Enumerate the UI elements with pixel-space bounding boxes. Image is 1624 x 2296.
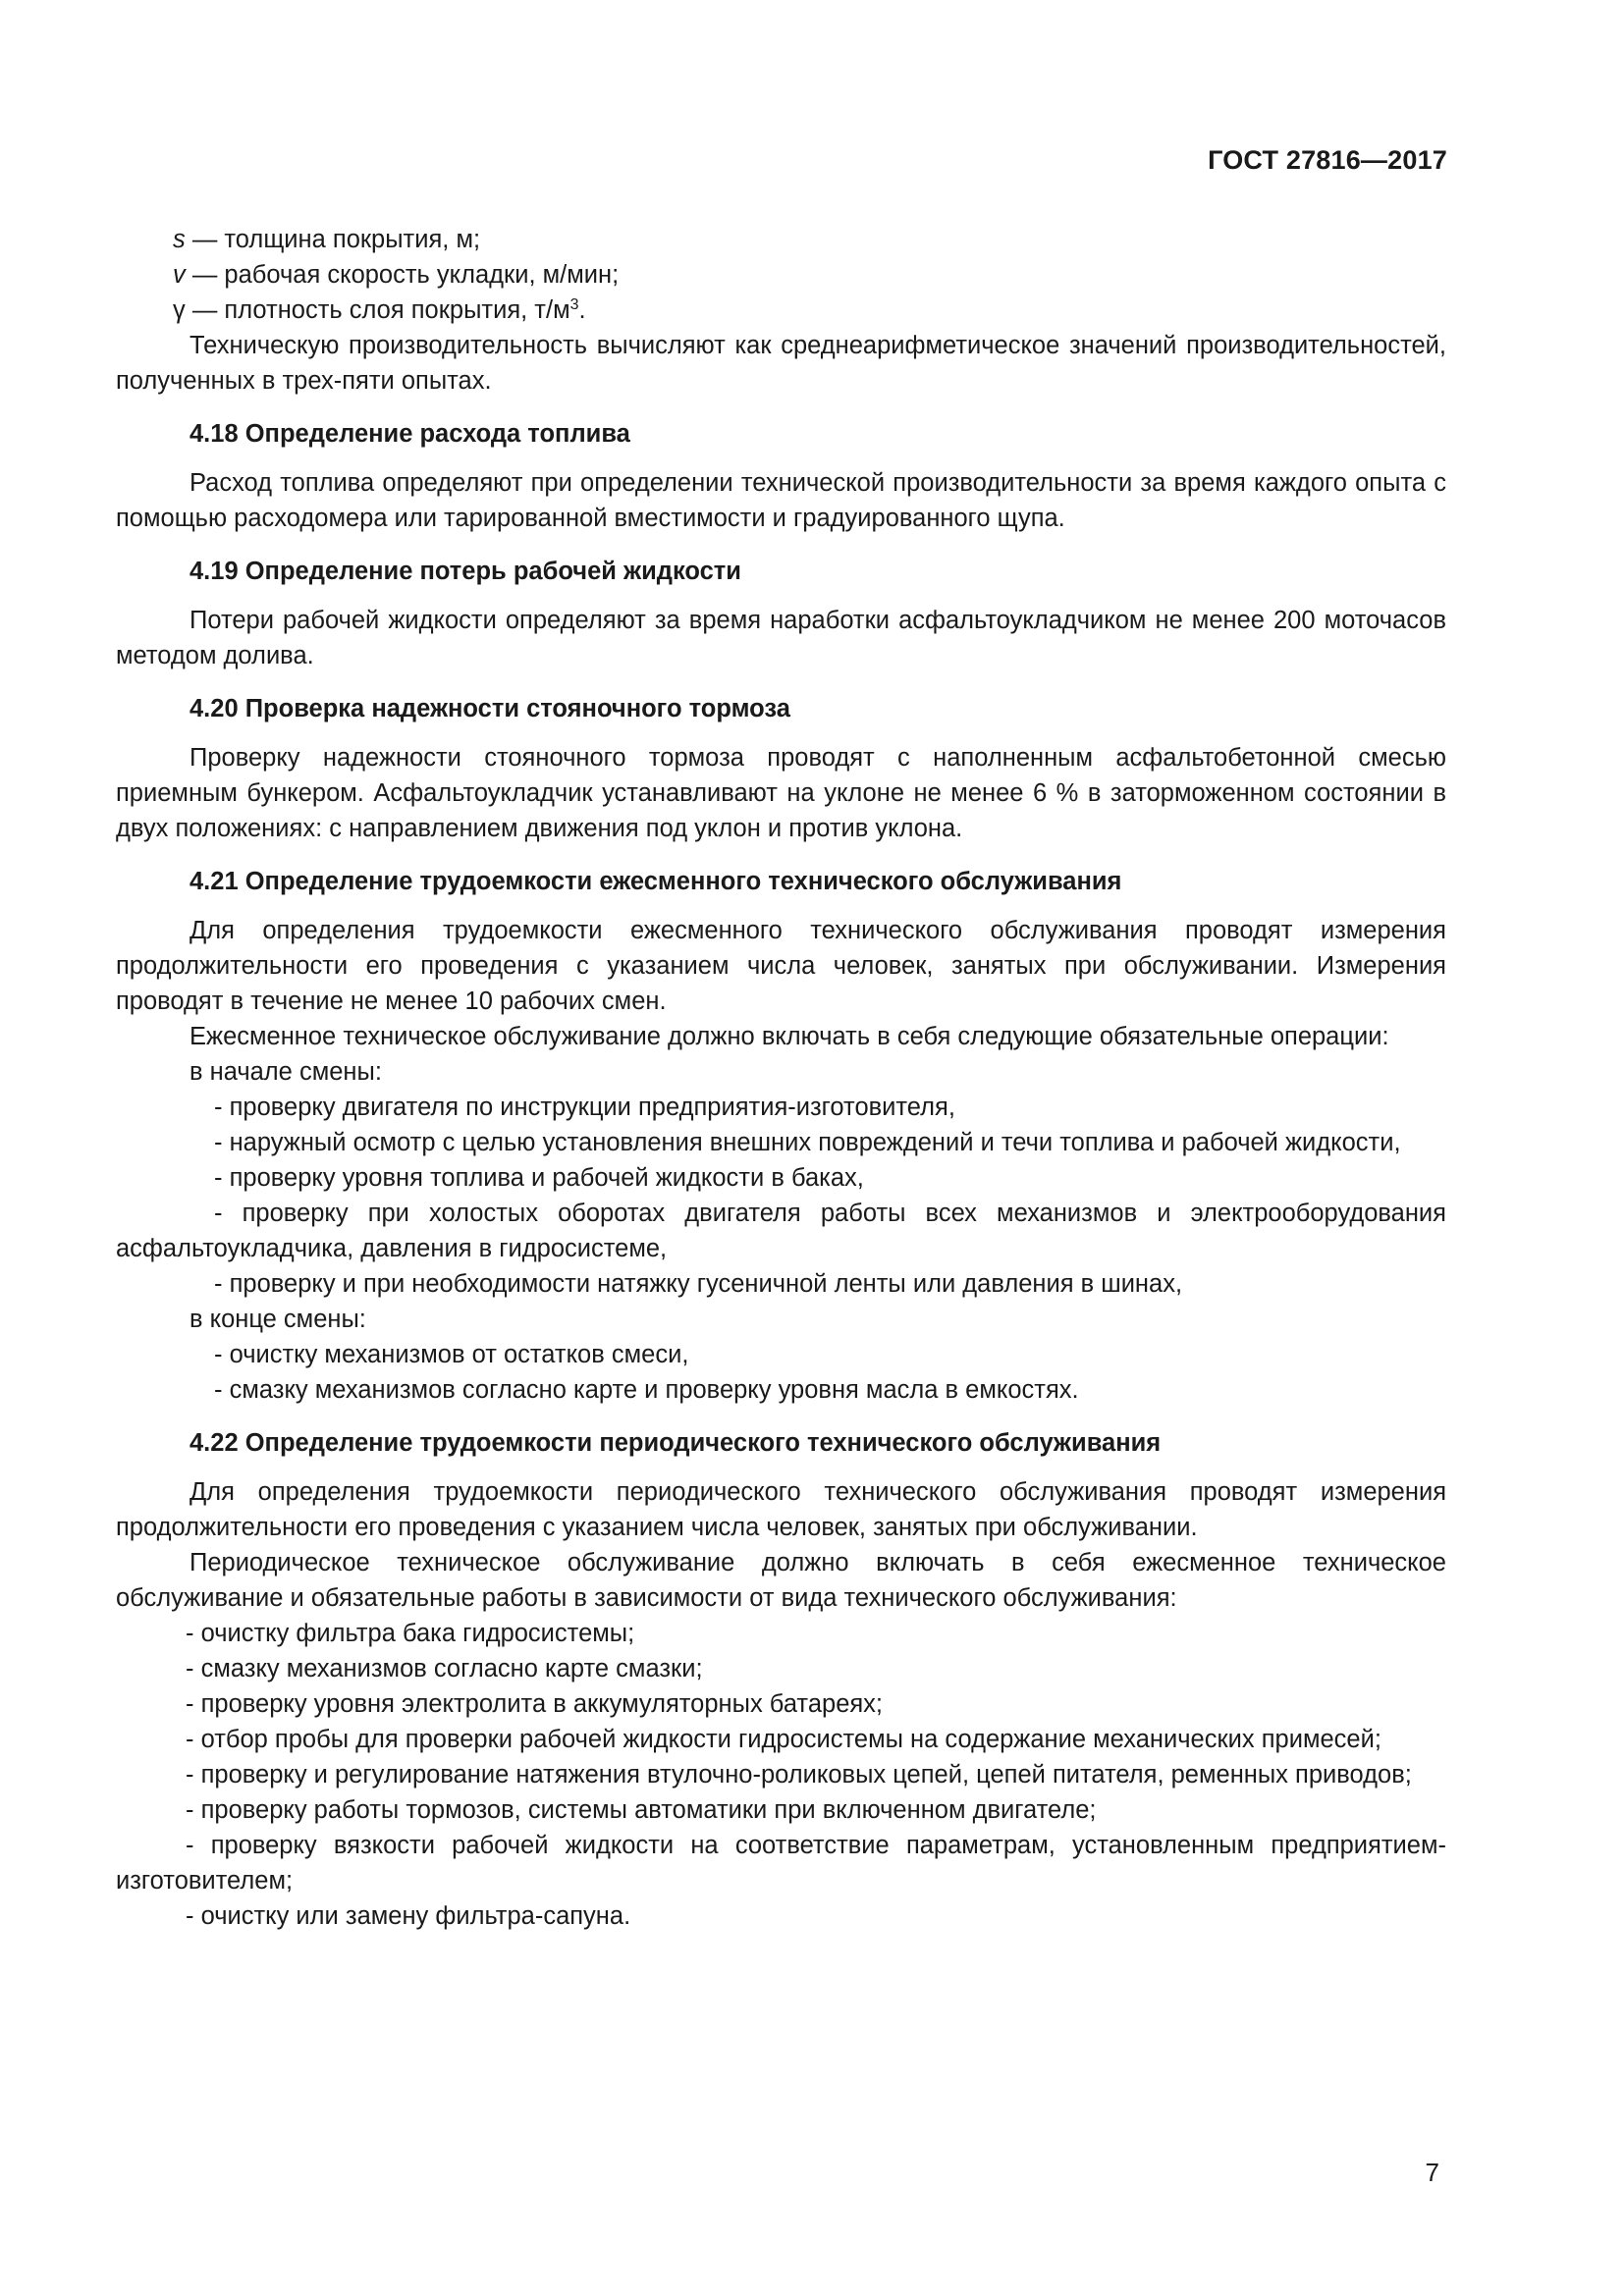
variable-symbol: v xyxy=(173,261,186,289)
paragraph: Для определения трудоемкости периодического технического обслуживания проводят измерения продолжительности его проведения с указанием числа человек, занятых при обслуживании. xyxy=(116,1478,1446,1541)
variable-text: — рабочая скорость укладки, м/мин; xyxy=(185,261,620,289)
variable-text: — толщина покрытия, м; xyxy=(185,226,481,253)
variable-text: — плотность слоя покрытия, т/м xyxy=(185,296,570,324)
paragraph: Техническую производительность вычисляют как среднеарифметическое значений производительностей, полученных в трех-пяти опытах. xyxy=(116,332,1446,395)
list-item: - проверку уровня электролита в аккумуляторных батареях; xyxy=(186,1690,884,1718)
paragraph: Расход топлива определяют при определении технической производительности за время каждого опыта с помощью расходомера или тарированной вместимости и градуированного щупа. xyxy=(116,469,1446,532)
list-item: - очистку фильтра бака гидросистемы; xyxy=(186,1620,635,1647)
paragraph: Для определения трудоемкости ежесменного технического обслуживания проводят измерения продолжительности его проведения с указанием числа человек, занятых при обслуживании. Измерения проводят в течение не менее 10 рабочих смен. xyxy=(116,917,1446,1015)
superscript: 3 xyxy=(569,296,579,313)
paragraph: Периодическое техническое обслуживание должно включать в себя ежесменное техническое обслуживание и обязательные работы в зависимости от вида технического обслуживания: xyxy=(116,1549,1446,1612)
paragraph: Потери рабочей жидкости определяют за время наработки асфальтоукладчиком не менее 200 моточасов методом долива. xyxy=(116,607,1446,669)
list-label: в конце смены: xyxy=(189,1306,366,1333)
section-heading: 4.18 Определение расхода топлива xyxy=(189,420,630,448)
variable-definition xyxy=(116,293,1446,328)
section-heading: 4.22 Определение трудоемкости периодического технического обслуживания xyxy=(189,1429,1162,1457)
paragraph: Ежесменное техническое обслуживание должно включать в себя следующие обязательные операции: xyxy=(189,1023,1389,1050)
variable-symbol: γ xyxy=(173,296,186,324)
variable-definition xyxy=(116,257,1446,293)
list-item: - смазку механизмов согласно карте и проверку уровня масла в емкостях. xyxy=(214,1376,1079,1404)
list-label: в начале смены: xyxy=(189,1058,382,1086)
variable-definition xyxy=(116,222,1446,257)
list-item: - проверку и при необходимости натяжку гусеничной ленты или давления в шинах, xyxy=(214,1270,1183,1298)
section-heading: 4.21 Определение трудоемкости ежесменного технического обслуживания xyxy=(189,868,1122,895)
list-item: - проверку работы тормозов, системы автоматики при включенном двигателе; xyxy=(186,1796,1097,1824)
list-item: - смазку механизмов согласно карте смазки; xyxy=(186,1655,703,1682)
list-item: - проверку и регулирование натяжения втулочно-роликовых цепей, цепей питателя, ременных приводов; xyxy=(186,1761,1412,1789)
list-item: - отбор пробы для проверки рабочей жидкости гидросистемы на содержание механических примесей; xyxy=(186,1726,1381,1753)
section-heading: 4.19 Определение потерь рабочей жидкости xyxy=(189,558,741,585)
variable-tail: . xyxy=(578,296,586,324)
list-item: - проверку двигателя по инструкции предприятия-изготовителя, xyxy=(214,1094,955,1121)
list-item: - проверку вязкости рабочей жидкости на соответствие параметрам, установленным предприятием-изготовителем; xyxy=(116,1832,1446,1895)
list-item: - очистку или замену фильтра-сапуна. xyxy=(186,1902,631,1930)
list-item: - очистку механизмов от остатков смеси, xyxy=(214,1341,689,1368)
page-content xyxy=(116,222,1446,1934)
page-number: 7 xyxy=(1425,2158,1439,2187)
section-heading: 4.20 Проверка надежности стояночного тормоза xyxy=(189,695,790,722)
list-item: - проверку уровня топлива и рабочей жидкости в баках, xyxy=(214,1164,864,1192)
list-item: - наружный осмотр с целью установления внешних повреждений и течи топлива и рабочей жидкости, xyxy=(214,1129,1401,1156)
paragraph: Проверку надежности стояночного тормоза проводят с наполненным асфальтобетонной смесью приемным бункером. Асфальтоукладчик устанавливают на уклоне не менее 6 % в заторможенном состоянии в двух положениях: с направлением движения под уклон и против уклона. xyxy=(116,744,1446,842)
document-id: ГОСТ 27816—2017 xyxy=(1208,145,1447,175)
list-item: - проверку при холостых оборотах двигателя работы всех механизмов и электрооборудования асфальтоукладчика, давления в гидросистеме, xyxy=(116,1200,1446,1262)
variable-symbol: s xyxy=(173,226,186,253)
